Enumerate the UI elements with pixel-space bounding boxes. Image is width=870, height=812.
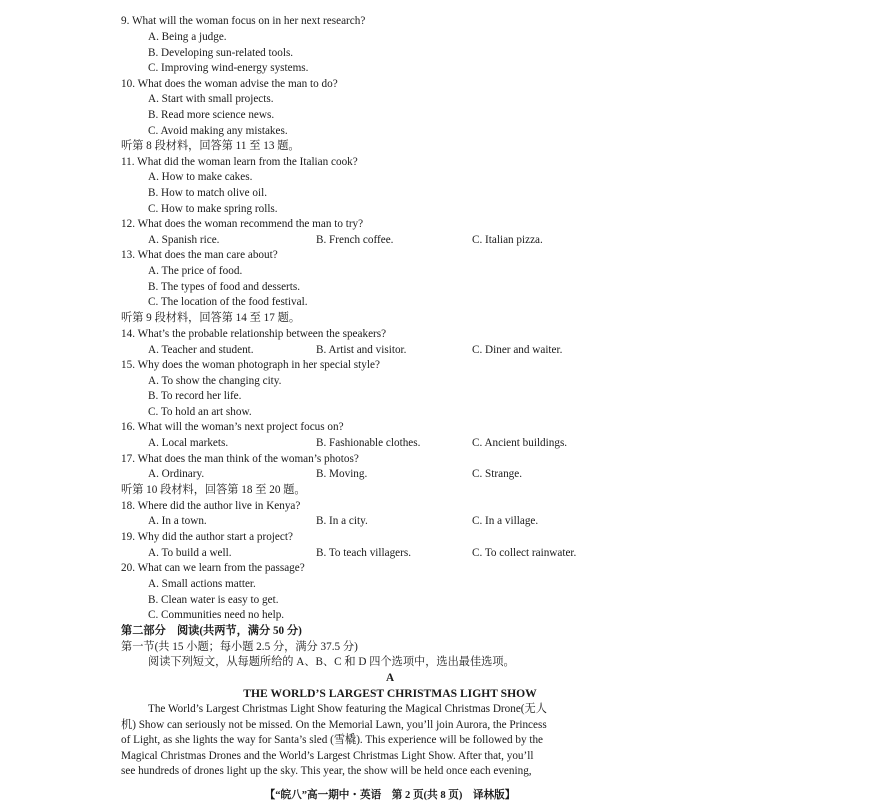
- section-9-instruction: 听第 9 段材料，回答第 14 至 17 题。: [121, 312, 301, 324]
- q9-option-c: C. Improving wind-energy systems.: [148, 62, 309, 74]
- question-19: 19. Why did the author start a project?: [121, 531, 293, 543]
- q14-option-c: C. Diner and waiter.: [472, 344, 563, 356]
- q15-option-c: C. To hold an art show.: [148, 406, 252, 418]
- question-13: 13. What does the man care about?: [121, 249, 278, 261]
- q11-option-a: A. How to make cakes.: [148, 171, 253, 183]
- part-two-title: 第二部分 阅读(共两节，满分 50 分): [121, 625, 302, 637]
- section-one-heading: 第一节(共 15 小题；每小题 2.5 分，满分 37.5 分): [121, 641, 358, 653]
- passage-line: see hundreds of drones light up the sky. This year, the show will be held once each evening,: [121, 765, 532, 777]
- q11-option-c: C. How to make spring rolls.: [148, 203, 278, 215]
- q15-option-a: A. To show the changing city.: [148, 375, 282, 387]
- passage-line: Magical Christmas Drones and the World’s Largest Christmas Light Show. After that, you’ll: [121, 750, 534, 762]
- passage-line: The World’s Largest Christmas Light Show featuring the Magical Christmas Drone(无人: [148, 703, 547, 715]
- q16-option-b: B. Fashionable clothes.: [316, 437, 421, 449]
- q14-option-a: A. Teacher and student.: [148, 344, 254, 356]
- page-footer: 【“皖八”高一期中・英语 第 2 页(共 8 页) 译林版】: [264, 790, 516, 801]
- q20-option-c: C. Communities need no help.: [148, 609, 285, 621]
- section-8-instruction: 听第 8 段材料，回答第 11 至 13 题。: [121, 140, 300, 152]
- q16-option-a: A. Local markets.: [148, 437, 229, 449]
- question-17: 17. What does the man think of the woman’s photos?: [121, 453, 359, 465]
- q14-option-b: B. Artist and visitor.: [316, 344, 407, 356]
- q10-option-a: A. Start with small projects.: [148, 93, 274, 105]
- passage-title: THE WORLD’S LARGEST CHRISTMAS LIGHT SHOW: [243, 687, 537, 700]
- question-20: 20. What can we learn from the passage?: [121, 562, 305, 574]
- question-18: 18. Where did the author live in Kenya?: [121, 500, 301, 512]
- q15-option-b: B. To record her life.: [148, 390, 242, 402]
- q20-option-a: A. Small actions matter.: [148, 578, 256, 590]
- q12-option-c: C. Italian pizza.: [472, 234, 543, 246]
- q20-option-b: B. Clean water is easy to get.: [148, 594, 279, 606]
- q11-option-b: B. How to match olive oil.: [148, 187, 268, 199]
- q17-option-a: A. Ordinary.: [148, 468, 205, 480]
- question-9: 9. What will the woman focus on in her next research?: [121, 15, 366, 27]
- reading-instruction: 阅读下列短文，从每题所给的 A、B、C 和 D 四个选项中，选出最佳选项。: [148, 656, 515, 668]
- question-12: 12. What does the woman recommend the man to try?: [121, 218, 364, 230]
- question-15: 15. Why does the woman photograph in her special style?: [121, 359, 380, 371]
- question-10: 10. What does the woman advise the man to do?: [121, 78, 338, 90]
- q10-option-c: C. Avoid making any mistakes.: [148, 125, 288, 137]
- q12-option-b: B. French coffee.: [316, 234, 394, 246]
- q18-option-b: B. In a city.: [316, 515, 368, 527]
- passage-letter: A: [385, 672, 395, 684]
- q17-option-b: B. Moving.: [316, 468, 368, 480]
- q10-option-b: B. Read more science news.: [148, 109, 275, 121]
- q13-option-b: B. The types of food and desserts.: [148, 281, 301, 293]
- q19-option-c: C. To collect rainwater.: [472, 547, 577, 559]
- question-14: 14. What’s the probable relationship between the speakers?: [121, 328, 387, 340]
- section-10-instruction: 听第 10 段材料，回答第 18 至 20 题。: [121, 484, 306, 496]
- q9-option-a: A. Being a judge.: [148, 31, 227, 43]
- passage-line: of Light, as she lights the way for Santa’s sled (雪橇). This experience will be followed by the: [121, 734, 544, 746]
- q18-option-a: A. In a town.: [148, 515, 207, 527]
- q13-option-a: A. The price of food.: [148, 265, 243, 277]
- question-16: 16. What will the woman’s next project focus on?: [121, 421, 344, 433]
- q9-option-b: B. Developing sun-related tools.: [148, 47, 294, 59]
- passage-line: 机) Show can seriously not be missed. On the Memorial Lawn, you’ll join Aurora, the Princess: [121, 719, 547, 731]
- q18-option-c: C. In a village.: [472, 515, 539, 527]
- q12-option-a: A. Spanish rice.: [148, 234, 220, 246]
- q16-option-c: C. Ancient buildings.: [472, 437, 568, 449]
- q19-option-b: B. To teach villagers.: [316, 547, 412, 559]
- q17-option-c: C. Strange.: [472, 468, 523, 480]
- question-11: 11. What did the woman learn from the Italian cook?: [121, 156, 358, 168]
- q13-option-c: C. The location of the food festival.: [148, 296, 308, 308]
- q19-option-a: A. To build a well.: [148, 547, 232, 559]
